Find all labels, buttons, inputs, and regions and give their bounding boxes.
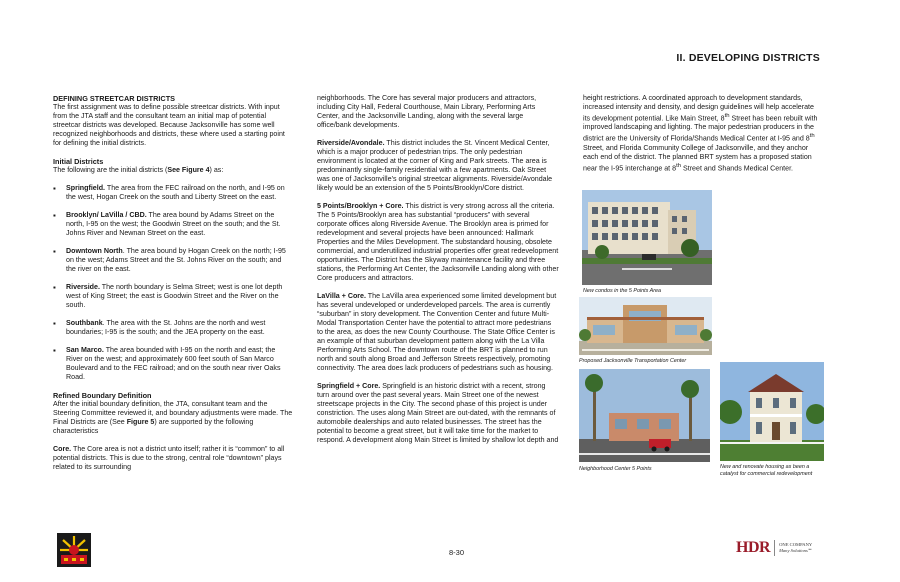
hdr-wordmark: HDR — [736, 539, 771, 556]
refined-paragraph: After the initial boundary definition, the JTA, consultant team and the Steering Committee reviewed it, and boundary adjustments were made. The Final Districts are (See Figure 5) are supported by the following characteristics — [53, 400, 293, 435]
column-2 — [317, 94, 559, 454]
heading-initial-districts: Initial Districts — [53, 157, 104, 166]
hdr-logo — [736, 539, 812, 557]
column-1 — [53, 94, 293, 481]
transportation-center-caption: Proposed Jacksonville Transportation Center — [579, 358, 687, 364]
springfield-paragraph: Springfield + Core. Springfield is an historic district with a recent, strong turn around over the past several years. Main Street one of the newest streetscape projects in the City. The second phase of this project is under constriction. The uses along Main Street are out-dated, with the remnants of automobile dealerships and auto related businesses. The street has the potential to become a great street, but it will take time for the market to respond. A development along Main Street is limited by shallow lot depth and — [317, 382, 559, 444]
section-title: II. DEVELOPING DISTRICTS — [676, 52, 820, 64]
renovated-housing-caption: New and renovate housing as been a catalyst for commercial redevelopment — [720, 464, 813, 477]
column-3 — [583, 94, 823, 182]
neighborhood-center-caption: Neighborhood Center 5 Points — [579, 466, 652, 472]
five-points-paragraph: 5 Points/Brooklyn + Core. This district is very strong across all the criteria. The 5 Points/Brooklyn area has substantial “producers” with several corporate offices along Riverside Avenue. The Brooklyn area is primed for redevelopment and several projects have been announced: Hallmark Properties and the Miles Development. The substandard housing, obsolete commercial, and underutilized industrial properties offer great redevelopment opportunities. The District has the Skyway maintenance facility and three stations, the Performing Art Center, the Jacksonville Landing along with other Core producers and attractors. — [317, 202, 559, 282]
list-item: ▪ Brooklyn/ LaVilla / CBD. The area bound by Adams Street on the north, I-95 on the west; the Goodwin Street on the south; and the St. Johns River and Newnan Street on the east. — [53, 211, 293, 238]
list-item: ▪ Riverside. The north boundary is Selma Street; west is one lot depth west of King Street; the east is Goodwin Street and the River on the south. — [53, 283, 293, 310]
neighborhood-center-photo — [579, 369, 710, 462]
lavilla-paragraph: LaVilla + Core. The LaVilla area experienced some limited development but has several undeveloped or underdeveloped parcels. The area is currently “suburban” in story development. The Convention Center and future Multi-Modal Transportation Center have the potential to attract more pedestrians to the area, as does the new County Courthouse. The State Office Center is an example of that suburban development pattern along with the La Villa Performing Arts School. The downtown route of the BRT is planned to run north and south along Broad and Jefferson Streets respectively, promoting connectivity. The area does lack producers of pedestrians such as housing. — [317, 292, 557, 372]
springfield-continued-paragraph: height restrictions. A coordinated approach to development standards, increased intensity and density, and design guidelines will help accelerate its development potential. Like Main Street, 8th Street has been rebuilt with improved landscaping and lighting. The major pedestrian producers in the district are the University of Florida/Shands Medical Center at I-95 and 8th Street, and Florida Community College of Jacksonville, and they anchor each end of the district. The planned BRT system has a proposed station near the I-95 interchange at 8th Street and Shands Medical Center. — [583, 94, 818, 173]
list-item: ▪ Springfield. The area from the FEC railroad on the north, and I-95 on the west, Hogan Creek on the south and Liberty Street on the east. — [53, 184, 293, 202]
initial-districts-paragraph: The following are the initial districts (See Figure 4) as: — [53, 166, 224, 174]
list-item: ▪ Southbank. The area with the St. Johns are the north and west boundaries; I-95 is the south; and the JEA property on the east. — [53, 319, 293, 337]
heading-refined-boundary: Refined Boundary Definition — [53, 391, 152, 400]
riverside-paragraph: Riverside/Avondale. This district includes the St. Vincent Medical Center, which is a major producer of pedestrian trips. The only pedestrian environment is located at the corner of King and Park streets. The area is predominantly single-family residential with a few apartments. Oak Street was one of Jacksonville’s original streetcar alignments. Riverside/Avondale likely would be an extension of the 5 Points/Brooklyn/Core district. — [317, 139, 553, 192]
page-number: 8-30 — [449, 548, 465, 557]
list-item: ▪ San Marco. The area bounded with I-95 on the north and east; the River on the west; and approximately 600 feet south of San Marco Boulevard and to the FEC railroad; and on the south near river Oaks Road. — [53, 346, 293, 382]
intro-paragraph: The first assignment was to define possible streetcar districts. With input from the JTA staff and the consultant team an initial map of potential streetcar districts was developed. Because Jacksonville has some well recognized neighborhoods and districts, these where used a starting point for defining the initial districts. — [53, 103, 285, 147]
district-list — [53, 184, 293, 382]
heading-defining-districts: DEFINING STREETCAR DISTRICTS — [53, 94, 176, 103]
jta-logo-icon — [57, 533, 91, 567]
core-continued-paragraph: neighborhoods. The Core has several major producers and attractors, including City Hall, Federal Courthouse, Main Library, Performing Arts Center, and the Jacksonville Landing, along with the several large office/bank developments. — [317, 94, 537, 129]
renovated-housing-photo — [720, 362, 824, 461]
list-item: ▪ Downtown North. The area bound by Hogan Creek on the north; I-95 on the west; Adams Street and the St. Johns River on the south; and the river on the east. — [53, 247, 293, 274]
condos-caption: New condos in the 5 Points Area — [583, 288, 662, 294]
hdr-tagline: ONE COMPANY Many Solutions℠ — [779, 542, 813, 553]
hdr-divider — [774, 540, 775, 556]
core-paragraph: Core. The Core area is not a district unto itself; rather it is “common” to all potential districts. This is due to the strong, central role “downtown” plays related to its surrounding — [53, 445, 285, 471]
condos-photo — [582, 190, 712, 285]
transportation-center-photo — [579, 297, 712, 355]
